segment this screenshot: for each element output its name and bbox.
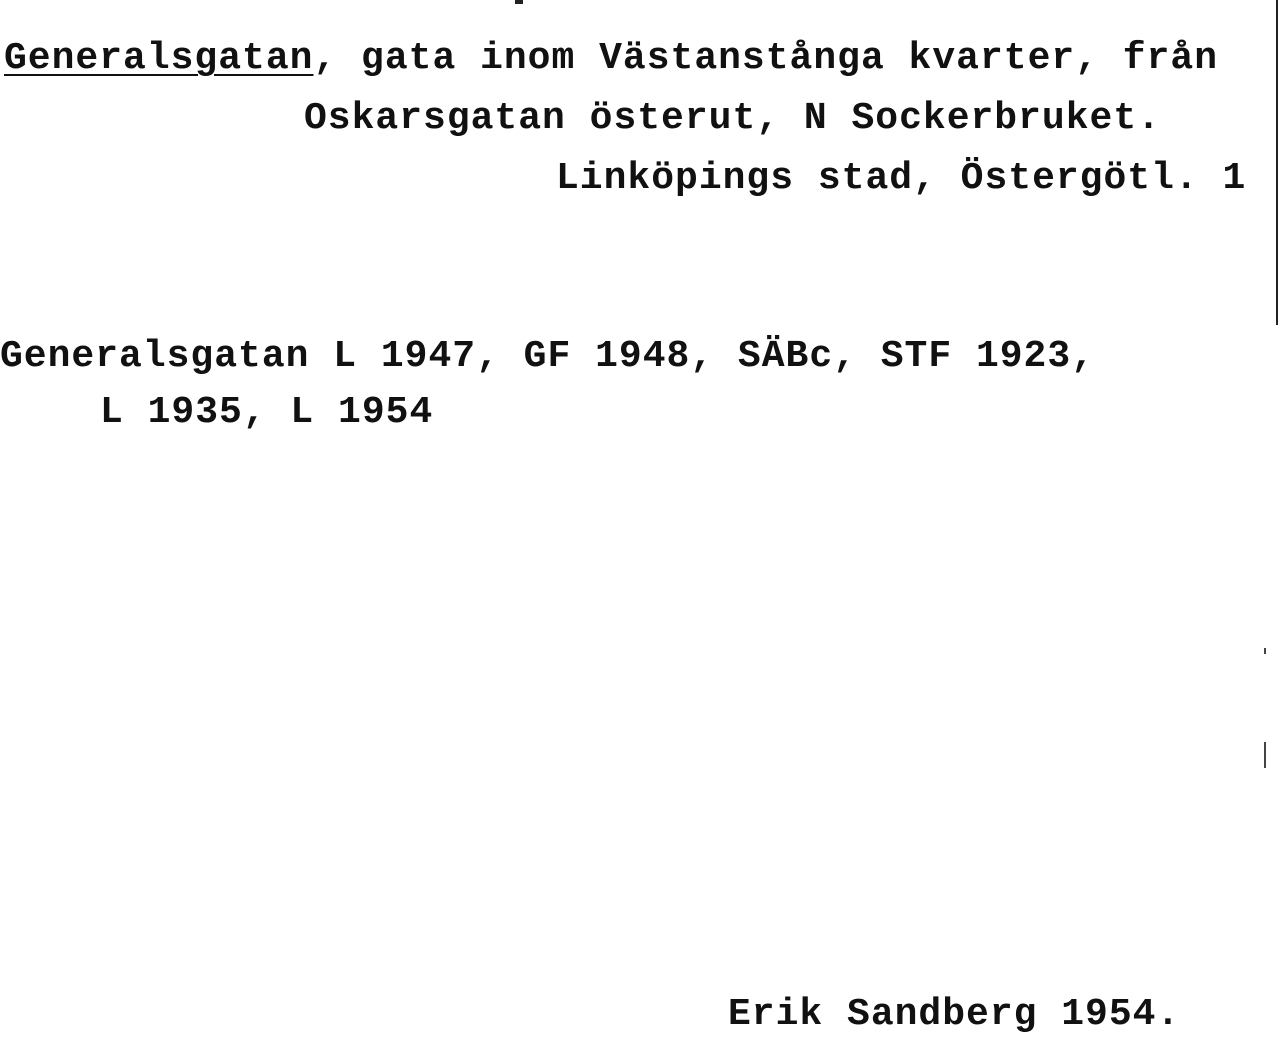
sources-line-1: Generalsgatan L 1947, GF 1948, SÄBc, STF 1923, — [0, 335, 1095, 378]
entry-line-2: Oskarsgatan österut, N Sockerbruket. — [304, 97, 1161, 140]
entry-line-3: Linköpings stad, Östergötl. 1 — [556, 157, 1247, 200]
entry-description: , gata inom Västanstånga kvarter, från — [313, 37, 1218, 80]
edge-tick — [1264, 648, 1266, 654]
entry-line-1 — [4, 37, 1218, 80]
ink-mark — [515, 0, 523, 4]
entry-term: Generalsgatan — [4, 37, 314, 80]
edge-tick — [1264, 742, 1266, 768]
card-edge-line — [1276, 0, 1278, 325]
sources-line-2: L 1935, L 1954 — [100, 391, 434, 434]
signature: Erik Sandberg 1954. — [728, 993, 1181, 1036]
